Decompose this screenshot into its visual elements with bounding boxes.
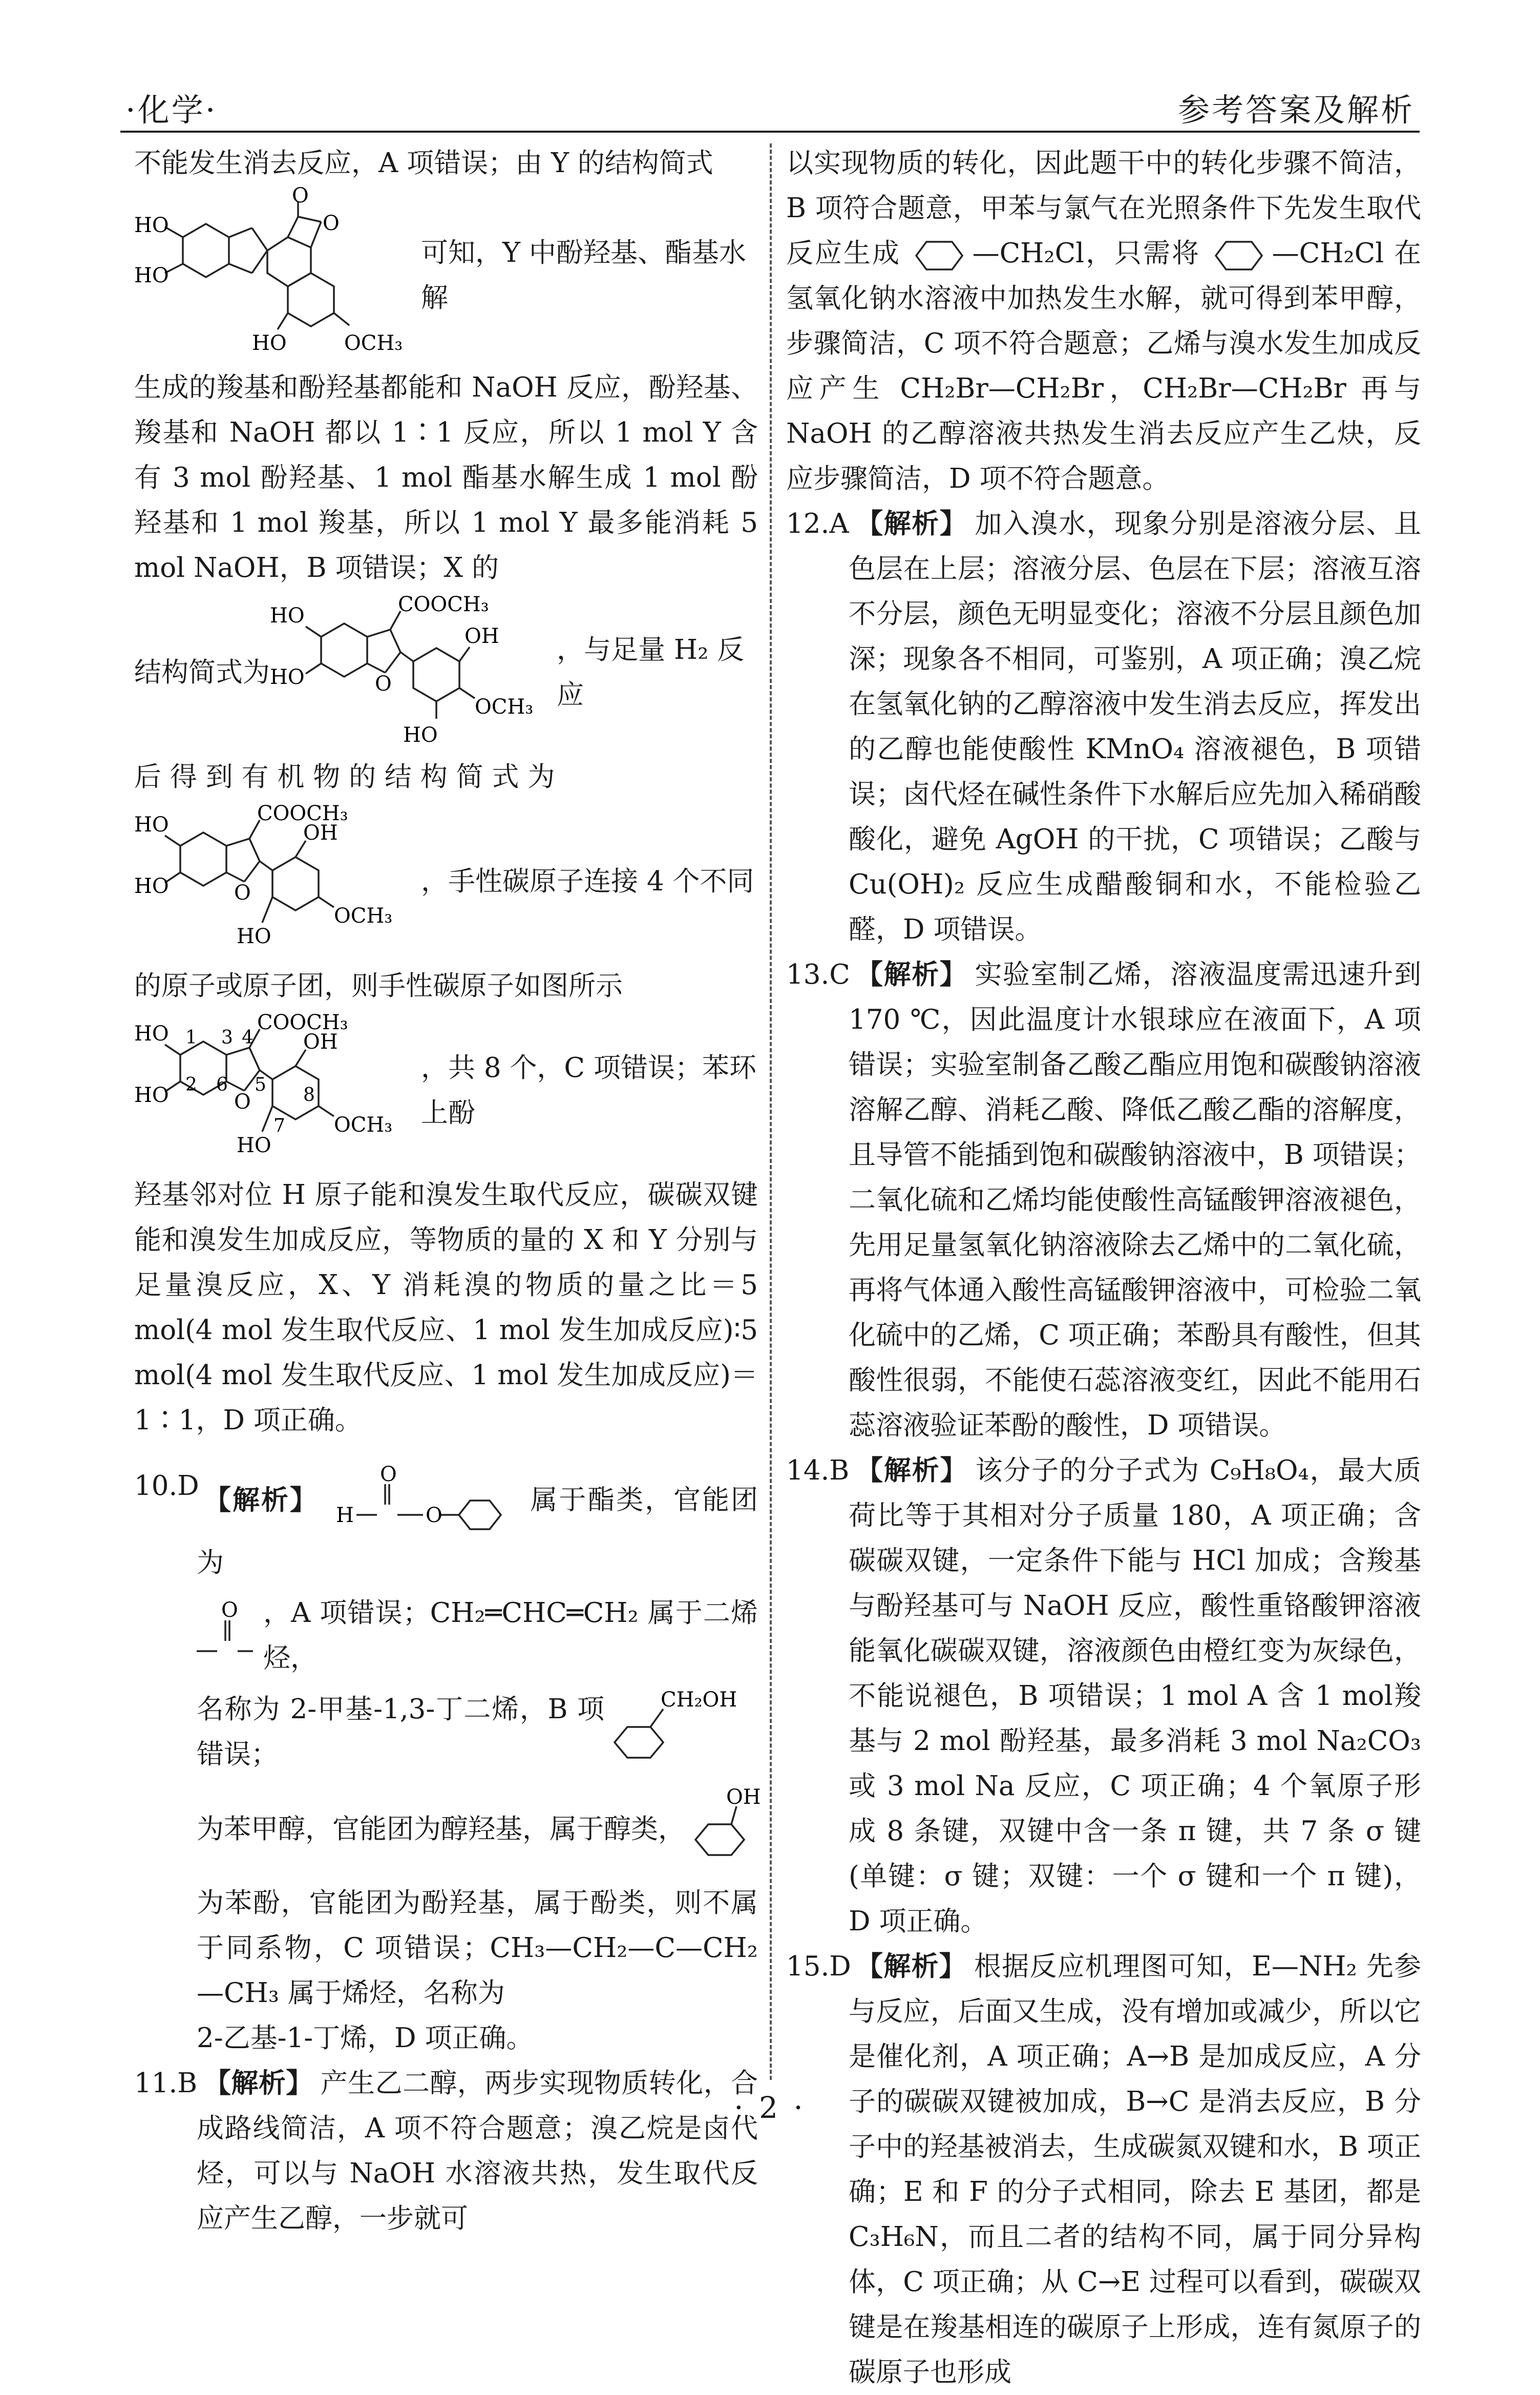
c-och3: OCH₃: [334, 1113, 393, 1137]
answer-13-text: 实验室制乙烯，溶液温度需迅速升到 170 ℃，因此温度计水银球应在液面下，A 项错误；实验室制备乙酸乙酯应用饱和碳酸钠溶液溶解乙醇、消耗乙酸、降低乙酸乙酯的溶解度，且导管不能插到饱和碳酸钠溶液中，B 项错误；二氧化硫和乙烯均能使酸性高锰酸钾溶液褪色，先用足量氢氧化钠溶液除去乙烯中的二氧化硫，再将气体通入酸性高锰酸钾溶液中，可检验二氧化硫中的乙烯，C 项正确；苯酚具有酸性，但其酸性很弱，不能使石蕊溶液变红，因此不能用石蕊溶液验证苯酚的酸性，D 项错误。: [849, 959, 1422, 1441]
header-rule: [120, 131, 1420, 133]
right-text-1b: —CH₂Cl，只需将: [972, 238, 1200, 269]
page-number: · 2 ·: [734, 2090, 806, 2125]
answer-14-number: 14.B: [786, 1455, 850, 1486]
benzyl-alcohol-diagram: [604, 1686, 758, 1778]
ester-o-top: O: [221, 1598, 238, 1622]
right-text-1: 以实现物质的转化，因此题干中的转化步骤不简洁，B 项符合题意，甲苯与氯气在光照条件下先发生取代反应生成: [786, 148, 1421, 269]
chiral-3: 3: [221, 1027, 233, 1048]
left-paragraph-2: 可知，Y 中酚羟基、酯基水解: [421, 237, 746, 314]
structure-hydrogenated-row: [134, 802, 758, 959]
answer-10-text-1: 属于酯类，官能团为: [197, 1484, 758, 1578]
formate-o-top: O: [379, 1463, 397, 1486]
left-paragraph-6: ，手性碳原子连接 4 个不同: [421, 866, 754, 897]
answer-12-text: 加入溴水，现象分别是溶液分层、且色层在上层；溶液分层、色层在下层；溶液互溶不分层，颜色无明显变化；溶液不分层且颜色加深；现象各不相同，可鉴别，A 项正确；溴乙烷在氢氧化钠的乙醇溶液中发生消去反应，挥发出的乙醇也能使酸性 KMnO₄ 溶液褪色，B 项错误；卤代烃在碱性条件下水解后应先加入稀硝酸酸化，避免 AgOH 的干扰，C 项错误；乙酸与 Cu(OH)₂ 反应生成醋酸铜和水，不能检验乙醛，D 项错误。: [849, 508, 1422, 945]
answer-14-tag: 【解析】: [856, 1455, 968, 1486]
answer-11: [134, 2061, 758, 2241]
h-cooch3: COOCH₃: [257, 802, 348, 825]
chiral-8: 8: [303, 1085, 315, 1106]
right-text-1c: —CH₂Cl 在氢氧化钠水溶液中加热发生水解，就可得到苯甲醇，步骤简洁，C 项不符合题意；乙烯与溴水发生加成反应产生 CH₂Br—CH₂Br，CH₂Br—CH₂Br 再与 NaOH 的乙醇溶液共热发生消去反应产生乙炔，反应步骤简洁，D 项不符合题意。: [786, 238, 1421, 494]
c-ho-2: HO: [134, 1084, 169, 1107]
c-ho-1: HO: [134, 1022, 169, 1046]
phenyl-formate-diagram: [336, 1464, 520, 1540]
phenol-diagram: [685, 1783, 761, 1876]
answer-13-number: 13.C: [786, 959, 850, 990]
structure-x-diagram: [270, 593, 557, 749]
answer-12-number: 12.A: [786, 508, 849, 539]
answer-15-text: 根据反应机理图可知，E—NH₂ 先参与反应，后面又生成，没有增加或减少，所以它是催化剂，A 项正确；A→B 是加成反应，A 分子的碳碳双键被加成，B→C 是消去反应，B 分子中的羟基被消去，生成碳氮双键和水，B 项正确；E 和 F 的分子式相同，除去 E 基团，都是 C₃H₆N，而且二者的结构不同，属于同分异构体，C 项正确；从 C→E 过程可以看到，碳碳双键是在羧基相连的碳原子上形成，连有氮原子的碳原子也形成: [849, 1951, 1421, 2388]
header-subject: ·化学·: [125, 91, 218, 129]
structure-y-row: [134, 184, 758, 360]
benzyl-ch2oh: CH₂OH: [661, 1688, 737, 1712]
c-cooch3: COOCH₃: [257, 1011, 348, 1034]
answer-14-text: 该分子的分子式为 C₉H₈O₄，最大质荷比等于其相对分子质量 180，A 项正确；含碳碳双键，一定条件下能与 HCl 加成；含羧基与酚羟基可与 NaOH 反应，酸性重铬酸钾溶液能氧化碳碳双键，溶液颜色由橙红变为灰绿色，不能说褪色，B 项错误；1 mol A 含 1 mol羧基与 2 mol 酚羟基，最多消耗 3 mol Na₂CO₃ 或 3 mol Na 反应，C 项正确；4 个氧原子形成 8 条键，双键中含一条 π 键，共 7 条 σ 键(单键：σ 键；双键：一个 σ 键和一个 π 键)，D 项正确。: [849, 1455, 1422, 1937]
formate-o: O: [425, 1504, 442, 1527]
answer-12-tag: 【解析】: [856, 508, 968, 539]
benzyl-chloride-ring-icon: [1211, 238, 1272, 274]
answer-13-tag: 【解析】: [856, 959, 968, 990]
chiral-4: 4: [242, 1027, 254, 1048]
answer-10: [134, 1463, 761, 2061]
h-ho-2: HO: [134, 874, 169, 898]
left-paragraph-4-before: 结构简式为: [134, 657, 270, 688]
left-paragraph-1: 不能发生消去反应，A 项错误；由 Y 的结构简式: [134, 148, 713, 179]
answer-12: [786, 502, 1421, 952]
chiral-6: 6: [216, 1074, 228, 1095]
answer-15-tag: 【解析】: [856, 1951, 967, 1982]
ester-group-diagram: [197, 1597, 263, 1674]
structure-y-diagram: [134, 184, 421, 360]
structure-chiral-row: [134, 1011, 758, 1168]
answer-10-row-3: [197, 1686, 758, 1778]
left-paragraph-3: 生成的羧基和酚羟基都能和 NaOH 反应，酚羟基、羧基和 NaOH 都以 1∶1 反应，所以 1 mol Y 含有 3 mol 酚羟基、1 mol 酯基水解生成 1 mol 酚羟基和 1 mol 羧基，所以 1 mol Y 最多能消耗 5 mol NaOH，B 项错误；X 的: [134, 372, 758, 584]
c-oh: OH: [303, 1030, 338, 1054]
y-ho-2: HO: [134, 264, 169, 287]
answer-14: [786, 1448, 1421, 1944]
structure-x-row: [134, 593, 758, 749]
left-column: [134, 141, 761, 2241]
y-och3: OCH₃: [344, 331, 403, 355]
answer-10-tag: 【解析】: [204, 1484, 319, 1516]
structure-chiral-diagram: [134, 1011, 421, 1168]
x-och3: OCH₃: [475, 695, 534, 719]
answer-15-number: 15.D: [786, 1951, 851, 1982]
c-o-ring: O: [234, 1090, 251, 1114]
left-paragraph-9: 羟基邻对位 H 原子能和溴发生取代反应，碳碳双键能和溴发生加成反应，等物质的量的 X 和 Y 分别与足量溴反应，X、Y 消耗溴的物质的量之比＝5 mol(4 mol 发生取代反应、1 mol 发生加成反应)∶5 mol(4 mol 发生取代反应、1 mol 发生加成反应)＝1∶1，D 项正确。: [134, 1179, 758, 1436]
h-o-ring: O: [234, 881, 251, 905]
h-oh: OH: [303, 821, 338, 845]
answer-10-row-4: [197, 1783, 761, 1876]
answer-15: [786, 1944, 1421, 2395]
x-ho-2: HO: [270, 665, 305, 689]
right-column: [786, 141, 1421, 2395]
y-ho-3: HO: [252, 331, 287, 355]
header-title: 参考答案及解析: [1177, 91, 1415, 129]
formate-h: H: [335, 1504, 354, 1527]
answer-11-tag: 【解析】: [204, 2068, 313, 2099]
y-o-ring: O: [323, 212, 340, 235]
answer-11-text: 产生乙二醇，两步实现物质转化，合成路线简洁，A 项不符合题意；溴乙烷是卤代烃，可以与 NaOH 水溶液共热，发生取代反应产生乙醇，一步就可: [197, 2068, 758, 2234]
answer-10-text-2: ，A 项错误；CH₂═CHC═CH₂ 属于二烯烃，: [263, 1597, 758, 1674]
answer-10-text-4: 为苯甲醇，官能团为醇羟基，属于醇类，: [197, 1814, 685, 1845]
answer-10-text-6: 2-乙基-1-丁烯，D 项正确。: [197, 2023, 534, 2054]
x-ho-1: HO: [270, 604, 305, 628]
phenol-oh: OH: [726, 1785, 761, 1809]
column-divider: [770, 143, 772, 2080]
structure-hydrogenated-diagram: [134, 802, 421, 959]
answer-10-text-5: 为苯酚，官能团为酚羟基，属于酚类，则不属于同系物，C 项错误；CH₃—CH₂—C—CH₂—CH₃ 属于烯烃，名称为: [197, 1887, 758, 2009]
toluene-ring-icon: [911, 238, 973, 274]
y-o-carbonyl: O: [292, 184, 309, 207]
chiral-1: 1: [185, 1027, 197, 1048]
answer-10-number: 10.D: [134, 1470, 199, 1502]
chiral-7: 7: [273, 1115, 285, 1136]
answer-11-number: 11.B: [134, 2068, 198, 2099]
left-paragraph-4-after: ，与足量 H₂ 反应: [557, 634, 745, 711]
chiral-5: 5: [255, 1074, 266, 1095]
x-cooch3: COOCH₃: [398, 593, 489, 616]
right-paragraph-1: [786, 141, 1421, 502]
y-ho-1: HO: [134, 214, 169, 237]
c-ho-3: HO: [237, 1134, 271, 1157]
x-ho-3: HO: [403, 723, 438, 747]
left-paragraph-7: 的原子或原子团，则手性碳原子如图所示: [134, 970, 623, 1002]
answer-13: [786, 952, 1421, 1448]
left-paragraph-5: 后 得 到 有 机 物 的 结 构 简 式 为: [134, 761, 555, 793]
h-och3: OCH₃: [334, 904, 393, 928]
x-oh: OH: [465, 624, 499, 648]
answer-10-row-2: [197, 1591, 758, 1681]
h-ho-3: HO: [237, 925, 271, 948]
chiral-2: 2: [185, 1074, 197, 1095]
h-ho-1: HO: [134, 813, 169, 837]
left-paragraph-8: ，共 8 个，C 项错误；苯环上酚: [421, 1052, 756, 1129]
x-o-ring: O: [375, 672, 392, 696]
answer-10-text-3: 名称为 2-甲基-1,3-丁二烯，B 项错误；: [197, 1694, 604, 1770]
